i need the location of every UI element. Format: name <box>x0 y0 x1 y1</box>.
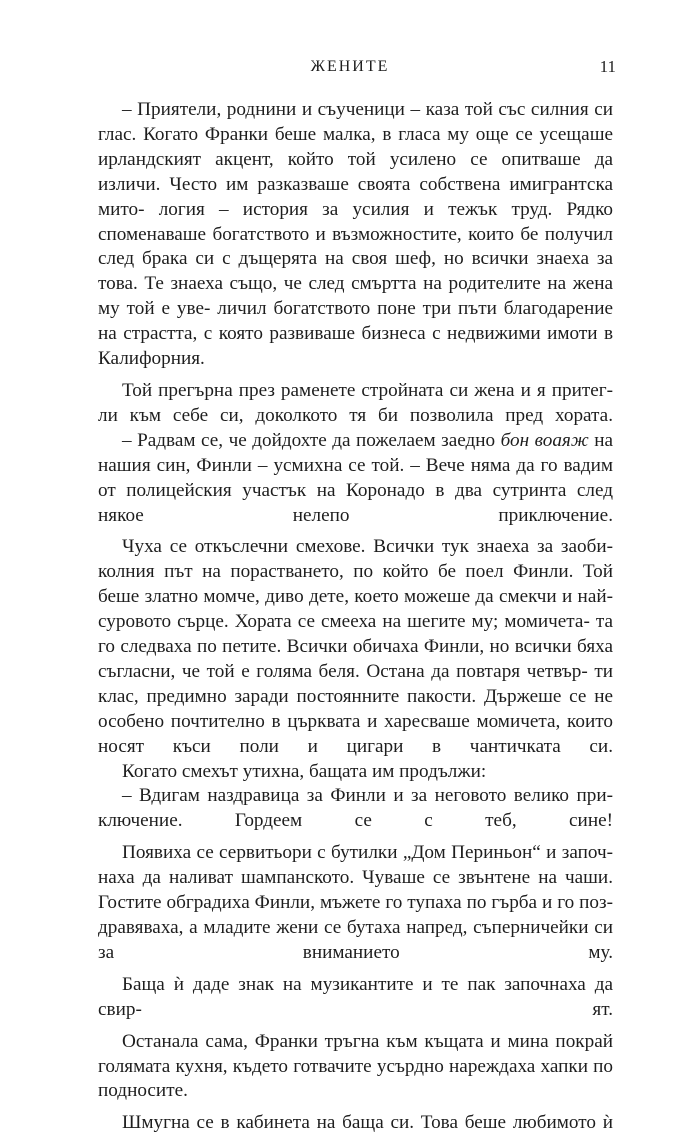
body-text <box>98 98 613 1136</box>
text-line: ти клас, предимно заради постоянните пакости. Държеше се не <box>98 660 613 707</box>
text-line: Той прегърна през раменете стройната си жена и я притег- <box>122 379 613 401</box>
text-line: – Вдигам наздравица за Финли и за неговото велико при- <box>122 785 613 807</box>
text-line: ли към себе си, доколкото тя би позволила пред хората. <box>98 404 613 426</box>
text-line: на <box>588 429 613 451</box>
text-line: нелепо приключение. <box>292 504 613 526</box>
paragraph <box>98 379 613 429</box>
text-line: Чуха се откъслечни смехове. Всички тук знаеха за заоби- <box>122 536 613 558</box>
text-line: логия – история за усилия и тежък труд. Рядко споменаваше <box>98 198 614 245</box>
text-line: особено почтително в църквата и харесваше момичета, които <box>98 710 613 732</box>
text-line: голямата кухня, където готвачите усърдно нареждаха хапки по <box>98 1055 613 1077</box>
text-line: колния път на порастването, по който бе поел Финли. Той <box>98 561 613 583</box>
paragraph <box>98 784 613 834</box>
paragraph <box>98 535 613 759</box>
text-line: нашия син, Финли – усмихна се той. – Вече няма да го вадим от <box>98 454 613 501</box>
running-title: ЖЕНИТЕ <box>310 58 390 75</box>
text-line: наха да наливат шампанското. Чуваше се звънтене на чаши. <box>98 867 613 889</box>
text-line: за вниманието му. <box>98 941 613 963</box>
page-number: 11 <box>599 57 616 76</box>
paragraph <box>98 1111 613 1136</box>
text-line: Често им разказваше своята собствена имигрантска мито- <box>98 173 613 220</box>
text-line: богатството и възможностите, които бе получил след брака си <box>98 223 614 270</box>
text-line: Гостите обградиха Финли, мъжете го тупаха по гърба и го поз- <box>98 892 613 914</box>
text-line: носят къси поли и цигари в чантичката си. <box>98 735 613 757</box>
text-line: Шмугна се в кабинета на баща си. Това беше любимото ѝ <box>122 1112 613 1134</box>
text-line: ключение. Гордеем се с теб, сине! <box>98 810 613 832</box>
text-line: та го следваха по петите. Всички обичаха Финли, но всички <box>98 611 613 658</box>
text-line: Останала сама, Франки тръгна към къщата и мина покрай <box>122 1030 613 1052</box>
paragraph <box>98 841 613 966</box>
text-line: с дъщерята на своя шеф, но всички знаеха за това. Те знаеха <box>98 248 614 295</box>
paragraph <box>98 973 613 1023</box>
running-header <box>0 55 700 79</box>
italic-phrase: бон воаяж <box>500 429 589 451</box>
text-line: също, че след смъртта на родителите на жена му той е уве- <box>98 273 614 320</box>
text-line: беше златно момче, диво дете, което можеше да смекчи и най- <box>98 586 613 608</box>
text-line: глас. Когато Франки беше малка, в гласа му още се усещаше <box>98 123 613 145</box>
text-line: суровото сърце. Хората се смееха на шегите му; момичета- <box>98 611 590 633</box>
text-line: ирландският акцент, който той усилено се опитваше да изличи. <box>98 148 613 195</box>
text-line: подносите. <box>98 1080 188 1102</box>
text-line: – Приятели, роднини и съученици – каза той със силния си <box>122 99 613 120</box>
text-line: личил богатството поне три пъти благодарение на страстта, с <box>98 298 613 345</box>
paragraph <box>98 760 613 785</box>
text-line: дравяваха, а младите жени се бутаха напред, съперничейки си <box>98 917 613 938</box>
paragraph <box>98 429 613 529</box>
text-line: Появиха се сервитьори с бутилки „Дом Периньон“ и започ- <box>122 842 613 864</box>
text-line: която развиваше бизнеса с недвижими имоти в Калифорния. <box>98 323 613 370</box>
text-line: Когато смехът утихна, бащата им продължи: <box>122 760 487 782</box>
text-line: ят. <box>592 998 613 1020</box>
text-line: – Радвам се, че дойдохте да пожелаем заедно <box>122 429 501 451</box>
text-line: Баща ѝ даде знак на музикантите и те пак започнаха да свир- <box>98 973 613 1020</box>
text-line: полицейския участък на Коронадо в два сутринта след някое <box>98 479 613 526</box>
paragraph <box>98 98 613 372</box>
text-line: бяха съгласни, че той е голяма беля. Остана да повтаря четвър- <box>98 636 614 682</box>
paragraph <box>98 1030 613 1105</box>
